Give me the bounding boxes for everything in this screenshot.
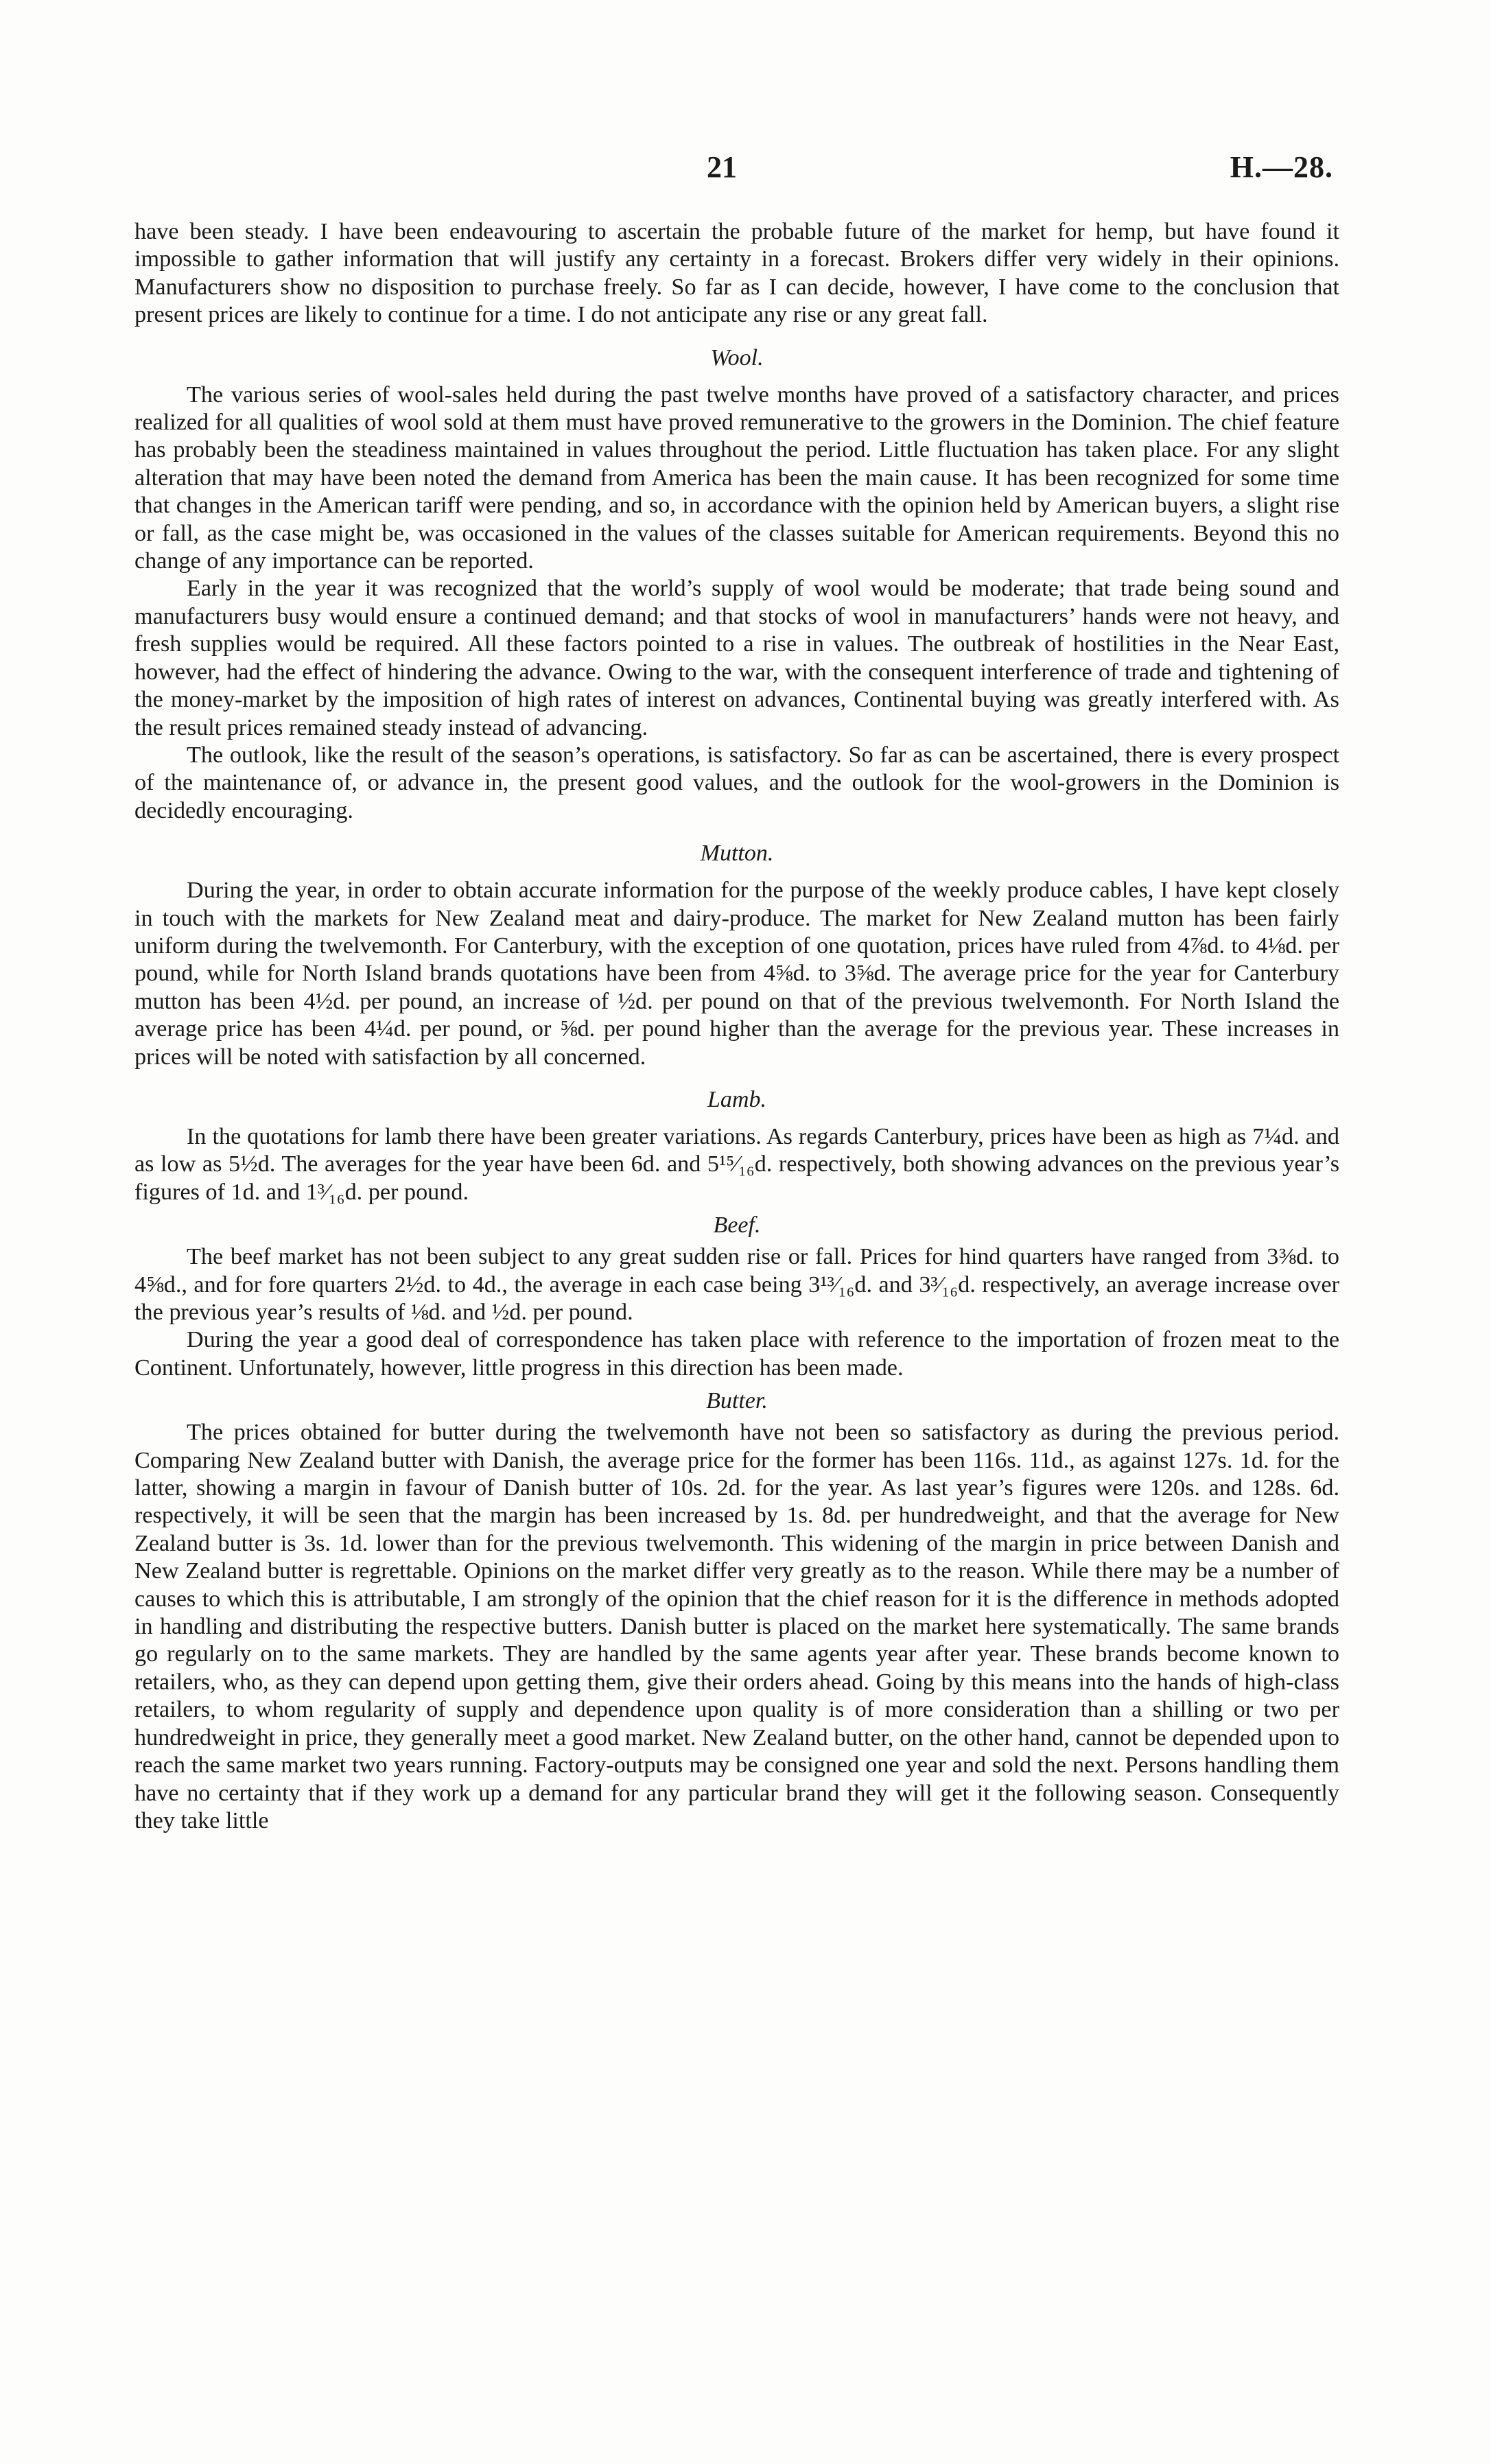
- wool-paragraph-3: The outlook, like the result of the season’s operations, is satisfactory. So far as can be ascertained, there is every prospect of the maintenance of, or advance in, the present good values, and the outlook for the wool-growers in the Dominion is decidedly encouraging.: [134, 742, 1339, 823]
- document-reference: H.—28.: [1230, 150, 1333, 184]
- body-text: [134, 218, 1339, 1835]
- page-number: 21: [707, 150, 737, 184]
- wool-heading: Wool.: [710, 344, 764, 371]
- butter-paragraph: The prices obtained for butter during the twelvemonth have not been so satisfactory as during the previous period. Comparing New Zealand butter with Danish, the average price for the former has been 116s. 11d., as against 127s. 1d. for the latter, showing a margin in favour of Danish butter of 10s. 2d. for the year. As last year’s figures were 120s. and 128s. 6d. respectively, it will be seen that the margin has been increased by 1s. 8d. per hundredweight, and that the average for New Zealand butter is 3s. 1d. lower than for the previous twelvemonth. This widening of the margin in price between Danish and New Zealand butter is regrettable. Opinions on the market differ very greatly as to the reason. While there may be a number of causes to which this is attributable, I am strongly of the opinion that the chief reason for it is the difference in methods adopted in handling and distributing the respective butters. Danish butter is placed on the market here systematically. The same brands go regularly on to the same markets. They are handled by the same agents year after year. These brands become known to retailers, who, as they can depend upon getting them, give their orders ahead. Going by this means into the hands of high-class retailers, to whom regularity of supply and dependence upon quality is of more consideration than a shilling or two per hundredweight in price, they generally meet a good market. New Zealand butter, on the other hand, cannot be depended upon to reach the same market two years running. Factory-outputs may be consigned one year and sold the next. Persons handling them have no certainty that if they work up a demand for any particular brand they will get it the following season. Consequently they take little: [134, 1420, 1339, 1833]
- beef-paragraph-2: During the year a good deal of correspondence has taken place with reference to the importation of frozen meat to the Continent. Unfortunately, however, little progress in this direction has been made.: [134, 1327, 1339, 1381]
- lamb-heading: Lamb.: [707, 1086, 766, 1112]
- wool-paragraph-1: The various series of wool-sales held during the past twelve months have proved of a satisfactory character, and prices realized for all qualities of wool sold at them must have proved remunerative to the growers in the Dominion. The chief feature has probably been the steadiness maintained in values throughout the period. Little fluctuation has taken place. For any slight alteration that may have been noted the demand from America has been the main cause. It has been recognized for some time that changes in the American tariff were pending, and so, in accordance with the opinion held by American buyers, a slight rise or fall, as the case might be, was occasioned in the values of the classes suitable for American requirements. Beyond this no change of any importance can be reported.: [134, 382, 1339, 574]
- intro-paragraph: have been steady. I have been endeavouring to ascertain the probable future of the market for hemp, but have found it impossible to gather information that will justify any certainty in a forecast. Brokers differ very widely in their opinions. Manufacturers show no disposition to purchase freely. So far as I can decide, however, I have come to the conclusion that present prices are likely to continue for a time. I do not anticipate any rise or any great fall.: [134, 219, 1339, 328]
- mutton-heading: Mutton.: [700, 841, 774, 867]
- butter-heading: Butter.: [706, 1388, 768, 1414]
- page-header: [0, 150, 1491, 191]
- beef-paragraph-1: The beef market has not been subject to any great sudden rise or fall. Prices for hind quarters have ranged from 3⅜d. to 4⅝d., and for fore quarters 2½d. to 4d., the average in each case being 3¹³⁄₁₆d. and 3³⁄₁₆d. respectively, an average increase over the previous year’s results of ⅛d. and ½d. per pound.: [134, 1244, 1339, 1325]
- wool-paragraph-2: Early in the year it was recognized that the world’s supply of wool would be moderate; that trade being sound and manufacturers busy would ensure a continued demand; and that stocks of wool in manufacturers’ hands were not heavy, and fresh supplies would be required. All these factors pointed to a rise in values. The outbreak of hostilities in the Near East, however, had the effect of hindering the advance. Owing to the war, with the consequent interference of trade and tightening of the money-market by the imposition of high rates of interest on advances, Continental buying was greatly interfered with. As the result prices remained steady instead of advancing.: [134, 576, 1339, 740]
- beef-heading: Beef.: [713, 1212, 761, 1239]
- lamb-paragraph: In the quotations for lamb there have been greater variations. As regards Canterbury, prices have been as high as 7¼d. and as low as 5½d. The averages for the year have been 6d. and 5¹⁵⁄₁₆d. respectively, both showing advances on the previous year’s figures of 1d. and 1³⁄₁₆d. per pound.: [134, 1123, 1339, 1205]
- mutton-paragraph: During the year, in order to obtain accurate information for the purpose of the weekly produce cables, I have kept closely in touch with the markets for New Zealand meat and dairy-produce. The market for New Zealand mutton has been fairly uniform during the twelvemonth. For Canterbury, with the exception of one quotation, prices have ruled from 4⅞d. to 4⅛d. per pound, while for North Island brands quotations have been from 4⅝d. to 3⅝d. The average price for the year for Canterbury mutton has been 4½d. per pound, an increase of ½d. per pound on that of the previous twelvemonth. For North Island the average price has been 4¼d. per pound, or ⅝d. per pound higher than the average for the previous year. These increases in prices will be noted with satisfaction by all concerned.: [134, 878, 1339, 1070]
